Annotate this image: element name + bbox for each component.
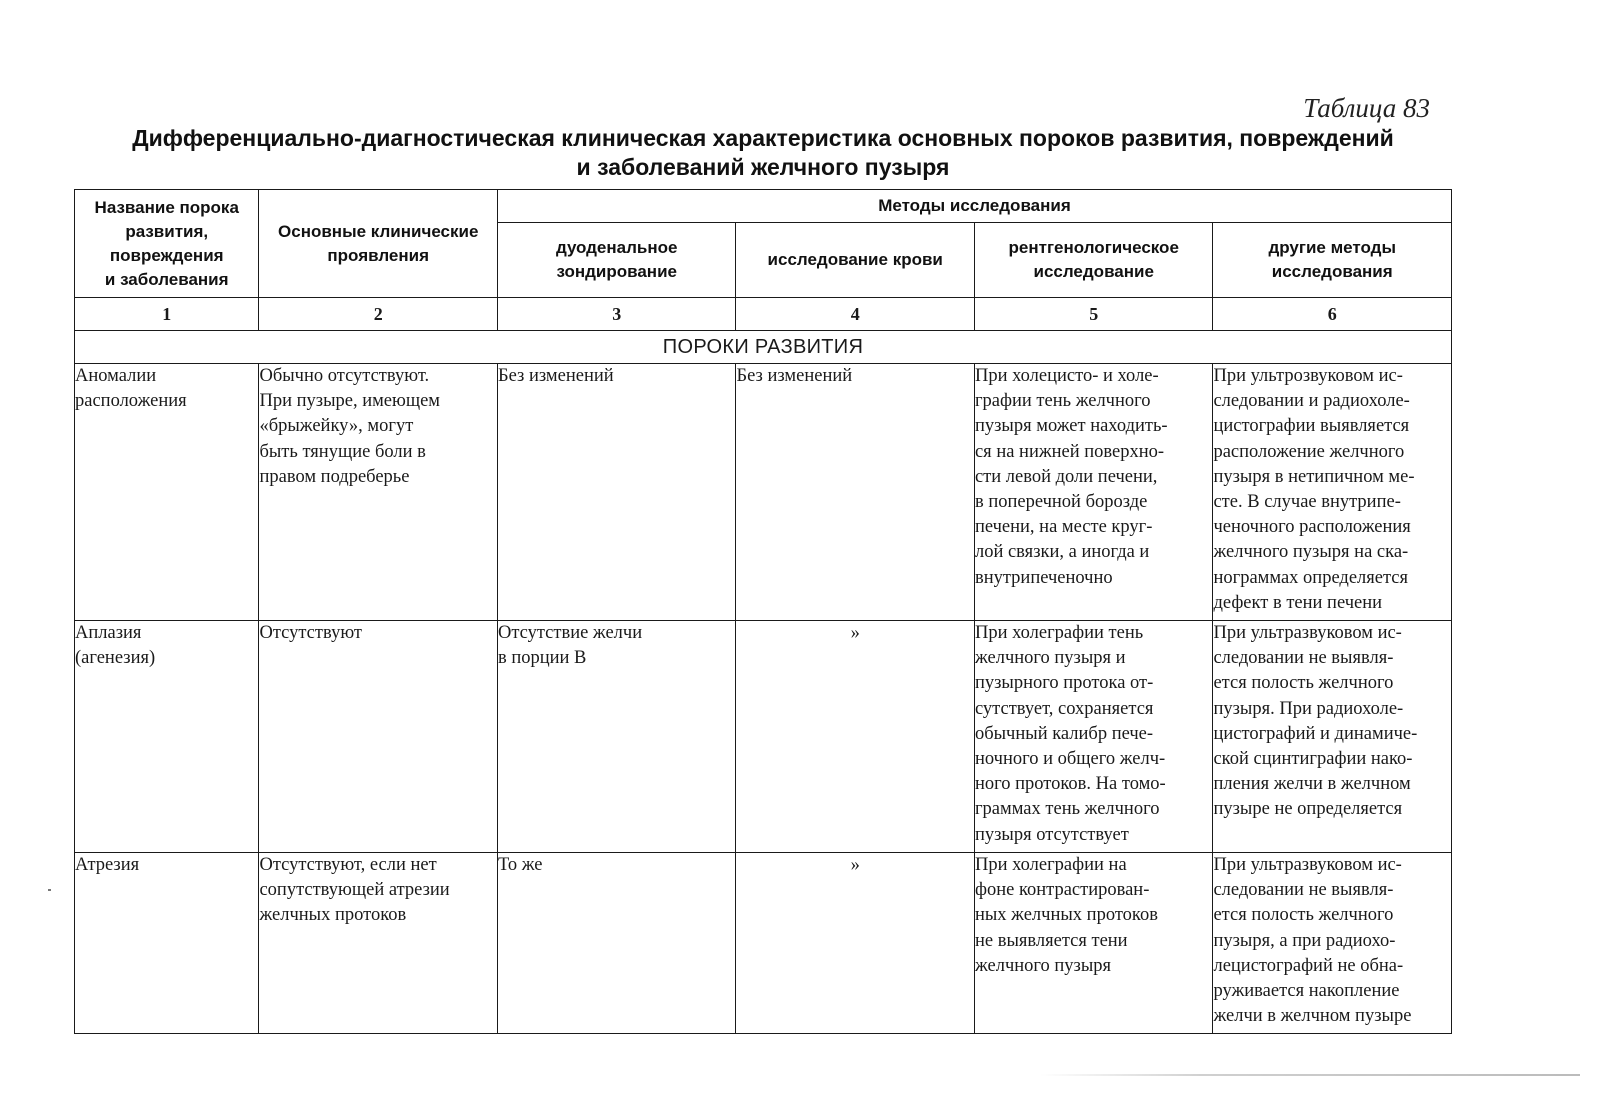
table-row — [75, 853, 1452, 1034]
table-number: Таблица 83 — [1303, 93, 1430, 123]
cell-clinical: Отсутствуют — [259, 621, 498, 853]
header-clinical: Основные клинические проявления — [259, 190, 498, 298]
column-number: 2 — [259, 298, 498, 331]
cell-duodenal: Отсутствие желчи в порции В — [497, 621, 736, 853]
header-duodenal: дуоденальное зондирование — [497, 223, 736, 298]
cell-name: Аномалии расположения — [75, 364, 259, 621]
scan-edge-line — [1040, 1074, 1580, 1076]
cell-xray: При холецисто- и холе- графии тень желчного пузыря может находить- ся на нижней поверхно- сти левой доли печени, в поперечной борозде печени, на месте круг- лой связки, а иногда и внутрипеченочно — [974, 364, 1213, 621]
cell-clinical: Отсутствуют, если нет сопутствующей атрезии желчных протоков — [259, 853, 498, 1034]
cell-name: Аплазия (агенезия) — [75, 621, 259, 853]
cell-other: При ультразвуковом ис- следовании не выявля- ется полость желчного пузыря. При радиохоле- цистографий и динамиче- ской сцинтиграфии нако- пления желчи в желчном пузыре не определяется — [1213, 621, 1452, 853]
cell-other: При ультразвуковом ис- следовании не выявля- ется полость желчного пузыря, а при радиохо- лецистографий не обна- руживается накопление желчи в желчном пузыре — [1213, 853, 1452, 1034]
cell-blood: » — [736, 853, 975, 1034]
header-row-top — [75, 190, 1452, 223]
section-title: ПОРОКИ РАЗВИТИЯ — [75, 331, 1452, 364]
cell-xray: При холеграфии на фоне контрастирован- ных желчных протоков не выявляется тени желчного пузыря — [974, 853, 1213, 1034]
column-number: 6 — [1213, 298, 1452, 331]
cell-clinical: Обычно отсутствуют. При пузыре, имеющем «брыжейку», могут быть тянущие боли в правом подреберье — [259, 364, 498, 621]
column-number: 1 — [75, 298, 259, 331]
column-number: 3 — [497, 298, 736, 331]
table-title-line-1: Дифференциально-диагностическая клиническая характеристика основных пороков развития, повреждений — [132, 125, 1394, 151]
cell-other: При ультрозвуковом ис- следовании и радиохоле- цистографии выявляется расположение желчного пузыря в нетипичном ме- сте. В случае внутрипе- ченочного расположения желчного пузыря на ска- нограммах определяется дефект в тени печени — [1213, 364, 1452, 621]
column-number: 5 — [974, 298, 1213, 331]
section-row — [75, 331, 1452, 364]
header-xray: рентгенологическое исследование — [974, 223, 1213, 298]
cell-name: Атрезия — [75, 853, 259, 1034]
cell-blood: » — [736, 621, 975, 853]
table-body — [75, 298, 1452, 1034]
column-numbers-row — [75, 298, 1452, 331]
cell-duodenal: Без изменений — [497, 364, 736, 621]
table-title — [74, 124, 1452, 182]
cell-blood: Без изменений — [736, 364, 975, 621]
table-header — [75, 190, 1452, 298]
column-number: 4 — [736, 298, 975, 331]
table-row — [75, 621, 1452, 853]
table-title-line-2: и заболеваний желчного пузыря — [576, 154, 950, 180]
cell-xray: При холеграфии тень желчного пузыря и пузырного протока от- сутствует, сохраняется обычный калибр пече- ночного и общего желч- ного протоков. На томо- граммах тень желчного пузыря отсутствует — [974, 621, 1213, 853]
scan-speck — [48, 889, 51, 891]
diagnostic-table — [74, 189, 1452, 1034]
header-other: другие методы исследования — [1213, 223, 1452, 298]
table-row — [75, 364, 1452, 621]
header-methods: Методы исследования — [497, 190, 1451, 223]
cell-duodenal: То же — [497, 853, 736, 1034]
header-blood: исследование крови — [736, 223, 975, 298]
header-name: Название порока развития, повреждения и заболевания — [75, 190, 259, 298]
